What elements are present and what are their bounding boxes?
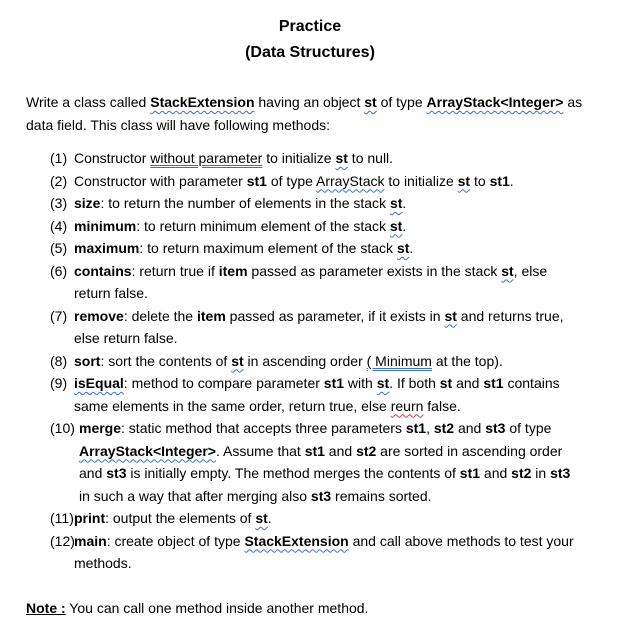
item-number: (12) [50,532,75,549]
item-text: is initially empty. The method merges the contents of [126,465,460,481]
field-name: st [364,94,377,110]
method-name: size [74,195,101,211]
method-name: merge [79,420,122,436]
item-text: and [79,465,107,481]
item-bold: st2 [433,420,455,436]
item-text: to null. [347,150,394,166]
item-number: (7) [50,307,68,324]
item-text: : delete the [123,307,197,324]
item-text: , else [513,262,548,279]
item-bold: st [376,375,390,391]
item-number: (9) [50,375,68,391]
item-text: of type [505,420,552,436]
item-bold: StackExtension [244,532,349,549]
item-bold: st1 [304,442,325,459]
item-number: (1) [50,150,68,166]
item-text: : method to compare parameter [123,375,324,391]
item-number: (5) [50,240,68,256]
item-text: : sort the contents of [100,352,232,369]
item-number: (6) [50,262,68,279]
item-bold: st1 [489,172,510,189]
method-name: sort [74,352,101,369]
item-bold: ArrayStack<Integer> [79,442,216,459]
item-bold: st3 [550,465,571,481]
item-bold: item [196,307,226,324]
item-number: (2) [50,172,68,189]
document-title [0,14,620,66]
method-item-isequal [50,372,610,417]
item-text: : create object of type [106,532,245,549]
note-label: Note : [26,600,66,616]
intro-paragraph [26,91,596,136]
item-text: false. [423,397,461,414]
method-item-constructor-default [50,147,610,170]
item-text: ArrayStack [316,172,385,189]
item-text: methods. [74,555,132,571]
method-name: remove [74,307,124,324]
item-bold: st1 [459,465,481,481]
item-text: of type [266,172,317,189]
item-bold: st3 [106,465,127,481]
item-bold: st [335,150,348,166]
intro-text: of type [376,94,427,110]
item-text: : static method that accepts three parameters [121,420,406,436]
item-text: . If both [389,375,440,391]
method-item-maximum [50,237,610,260]
item-text: in such a way that after merging also [79,487,311,504]
field-type: ArrayStack<Integer> [426,94,564,110]
item-number: (11) [50,510,74,526]
item-bold: st [231,352,244,369]
item-text: . [409,240,414,256]
method-item-contains [50,260,610,305]
item-text: to [470,172,490,189]
item-text: : to return maximum element of the stack [139,240,397,256]
item-bold: st [389,217,403,234]
item-text: in [531,465,551,481]
item-text: ( Minimum [366,352,432,369]
item-text: to initialize [262,150,336,166]
item-text: and [454,420,486,436]
method-name: maximum [74,240,140,256]
method-name: contains [74,262,132,279]
item-text: remains sorted. [331,487,432,504]
item-text: . [267,510,272,526]
item-number: (10) [50,420,75,436]
method-name: main [74,532,107,549]
item-bold: st [439,375,453,391]
note-paragraph [26,597,596,619]
item-text: return false. [74,285,148,301]
item-number: (4) [50,217,68,234]
item-text: contains [503,375,560,391]
item-text: and [480,465,512,481]
method-item-merge [50,417,610,507]
method-item-main [50,530,610,575]
method-name: print [74,510,106,526]
item-bold: st2 [356,442,377,459]
item-text: : to return minimum element of the stack [136,217,390,234]
item-bold: st3 [485,420,506,436]
title-line-practice: Practice [278,18,342,35]
item-bold: st2 [511,465,532,481]
item-text: at the top). [431,352,503,369]
item-text: and [452,375,484,391]
method-item-size [50,192,610,215]
item-bold: st [255,510,268,526]
item-bold: item [218,262,248,279]
item-text: . [402,195,407,211]
item-text: Constructor with parameter [74,172,247,189]
item-bold: st1 [323,375,345,391]
item-bold: st1 [405,420,427,436]
method-item-constructor-param [50,170,610,193]
method-item-minimum [50,215,610,238]
item-bold: st [396,240,410,256]
item-bold: st [457,172,471,189]
method-item-print [50,507,610,530]
item-text: , [426,420,434,436]
title-line-subject: (Data Structures) [245,44,375,61]
item-bold: st [389,195,403,211]
item-number: (8) [50,352,68,369]
item-bold: st1 [246,172,267,189]
item-text: Constructor [74,150,151,166]
intro-text: having an object [254,94,365,110]
item-text: to initialize [384,172,458,189]
method-name: minimum [74,217,137,234]
item-text: passed as parameter, if it exists in [225,307,445,324]
item-text: : to return the number of elements in the stack [100,195,390,211]
item-text: same elements in the same order, return true, else [74,397,391,414]
item-text: are sorted in ascending order [376,442,563,459]
item-bold: st [444,307,457,324]
item-text: and returns true, [456,307,564,324]
item-bold: st [501,262,514,279]
method-name: isEqual [74,375,124,391]
intro-text: Write a class called [26,94,151,110]
intro-text: as data field. This class will have following methods: [26,94,583,133]
item-text: and [324,442,357,459]
method-list [50,147,610,575]
item-text: : output the elements of [105,510,256,526]
item-text: reurn [390,397,424,414]
item-text: without parameter [150,150,263,166]
item-text: else return false. [74,330,178,346]
class-name: StackExtension [150,94,255,110]
item-text: in ascending order [243,352,367,369]
note-text: You can call one method inside another method. [65,600,369,616]
item-text: with [344,375,377,391]
item-bold: st3 [310,487,332,504]
item-text: . Assume that [215,442,305,459]
item-text: . [402,217,407,234]
item-bold: st1 [483,375,504,391]
method-item-remove [50,305,610,350]
item-text: : return true if [131,262,219,279]
item-text: passed as parameter exists in the stack [247,262,502,279]
item-text: . [509,172,514,189]
item-number: (3) [50,195,68,211]
method-item-sort [50,350,610,373]
item-text: and call above methods to test your [348,532,574,549]
